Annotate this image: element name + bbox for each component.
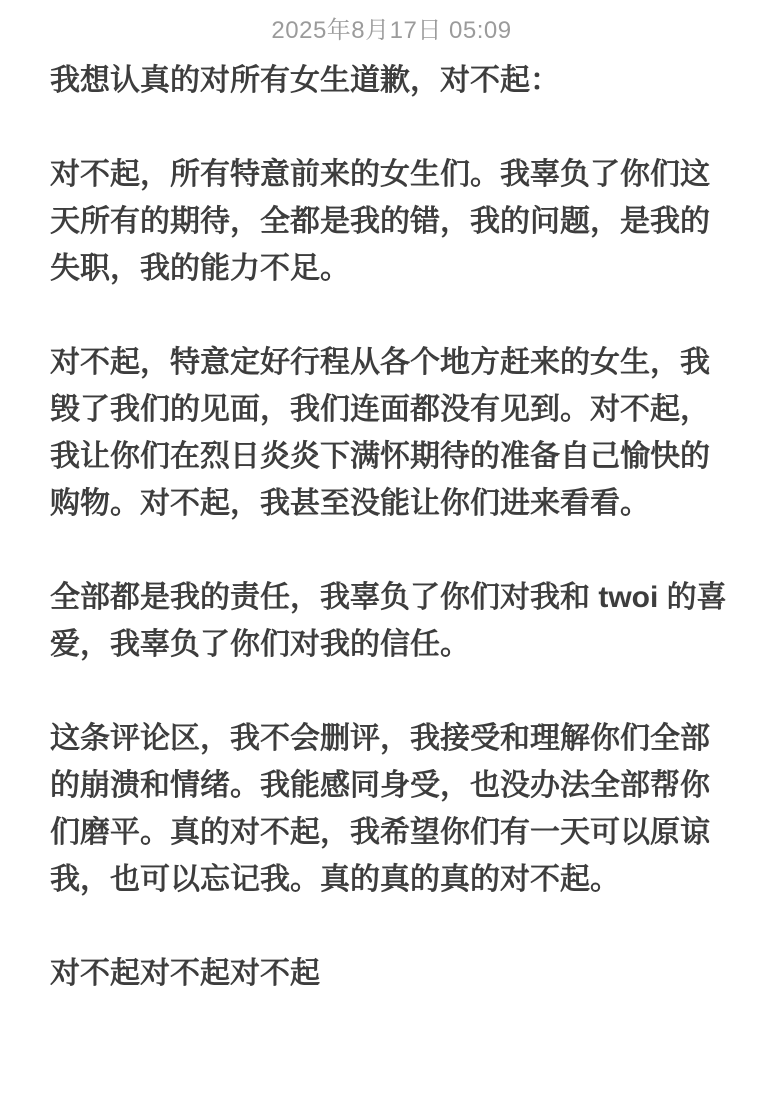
post-paragraph: 这条评论区，我不会删评，我接受和理解你们全部的崩溃和情绪。我能感同身受，也没办法全部帮你们磨平。真的对不起，我希望你们有一天可以原谅我，也可以忘记我。真的真的真的对不起。 [50,722,710,896]
post-paragraph: 全部都是我的责任，我辜负了你们对我和 twoi 的喜爱，我辜负了你们对我的信任。 [50,581,727,661]
post-paragraph: 对不起，特意定好行程从各个地方赶来的女生，我毁了我们的见面，我们连面都没有见到。对不起，我让你们在烈日炎炎下满怀期待的准备自己愉快的购物。对不起，我甚至没能让你们进来看看。 [50,346,710,520]
post-body [50,57,734,997]
post-paragraph: 我想认真的对所有女生道歉，对不起： [50,64,560,97]
post-paragraph: 对不起，所有特意前来的女生们。我辜负了你们这天所有的期待，全都是我的错，我的问题，是我的失职，我的能力不足。 [50,158,710,285]
post-timestamp: 2025年8月17日 05:09 [271,17,512,44]
post-paragraph: 对不起对不起对不起 [50,957,320,990]
